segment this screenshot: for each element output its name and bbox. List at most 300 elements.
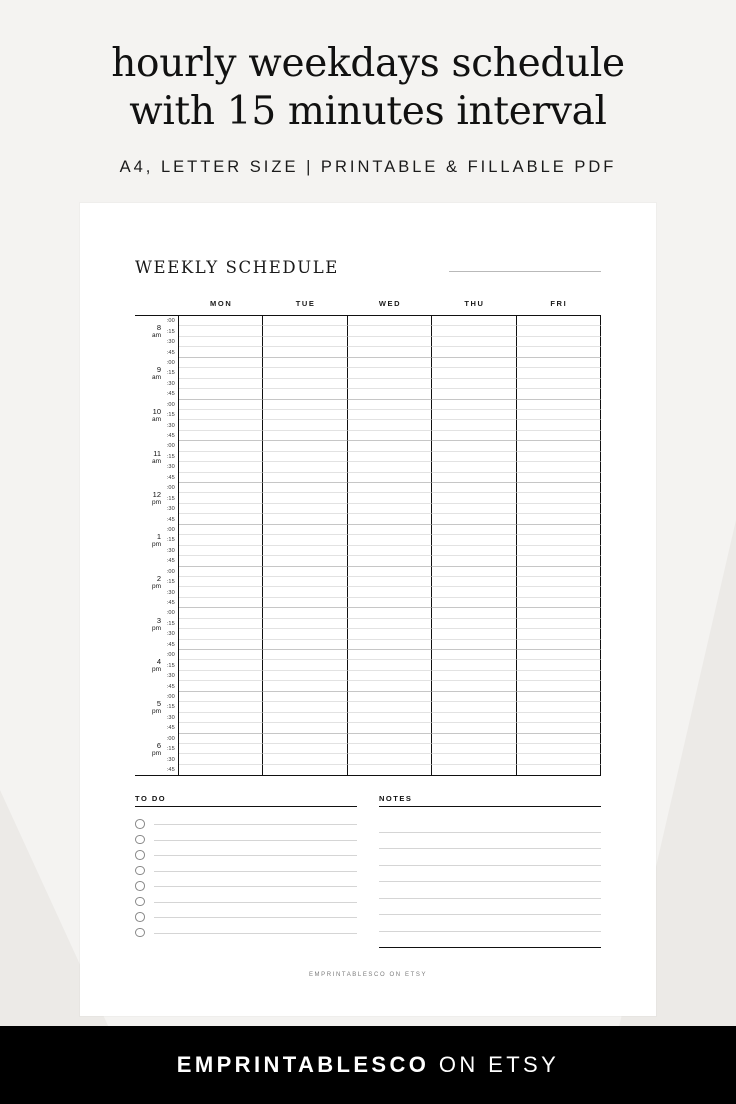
schedule-cell-thu[interactable] xyxy=(432,483,516,493)
schedule-cell-wed[interactable] xyxy=(348,765,432,775)
schedule-row-cells xyxy=(179,702,601,712)
schedule-cell-mon[interactable] xyxy=(179,514,263,524)
schedule-cell-wed[interactable] xyxy=(348,410,432,420)
schedule-cell-mon[interactable] xyxy=(179,567,263,577)
schedule-row-cells xyxy=(179,681,601,691)
schedule-cell-mon[interactable] xyxy=(179,368,263,378)
schedule-cell-wed[interactable] xyxy=(348,316,432,326)
schedule-cell-thu[interactable] xyxy=(432,400,516,410)
todo-checkbox-circle-icon[interactable] xyxy=(135,912,145,922)
schedule-cell-thu[interactable] xyxy=(432,462,516,472)
schedule-cell-mon[interactable] xyxy=(179,692,263,702)
schedule-cell-tue[interactable] xyxy=(263,347,347,357)
schedule-cell-mon[interactable] xyxy=(179,754,263,764)
schedule-cell-fri[interactable] xyxy=(517,483,601,493)
hour-number: 10 xyxy=(152,406,161,416)
schedule-cell-mon[interactable] xyxy=(179,556,263,566)
printable-sheet-preview xyxy=(80,203,656,1016)
schedule-row-cells xyxy=(179,337,601,347)
schedule-cell-wed[interactable] xyxy=(348,744,432,754)
schedule-cell-mon[interactable] xyxy=(179,389,263,399)
schedule-cell-fri[interactable] xyxy=(517,400,601,410)
schedule-cell-thu[interactable] xyxy=(432,650,516,660)
schedule-cell-thu[interactable] xyxy=(432,535,516,545)
minute-label: :45 xyxy=(166,516,175,523)
schedule-cell-fri[interactable] xyxy=(517,358,601,368)
notes-write-line[interactable] xyxy=(379,882,601,899)
schedule-cell-tue[interactable] xyxy=(263,493,347,503)
schedule-cell-mon[interactable] xyxy=(179,660,263,670)
schedule-cell-fri[interactable] xyxy=(517,379,601,389)
schedule-cell-mon[interactable] xyxy=(179,358,263,368)
schedule-cell-fri[interactable] xyxy=(517,660,601,670)
schedule-row xyxy=(135,692,601,702)
schedule-cell-wed[interactable] xyxy=(348,493,432,503)
schedule-cell-fri[interactable] xyxy=(517,452,601,462)
schedule-row xyxy=(135,734,601,744)
schedule-cell-tue[interactable] xyxy=(263,702,347,712)
schedule-cell-tue[interactable] xyxy=(263,431,347,441)
schedule-cell-fri[interactable] xyxy=(517,629,601,639)
schedule-cell-thu[interactable] xyxy=(432,546,516,556)
notes-heading: NOTES xyxy=(379,794,601,807)
schedule-cell-tue[interactable] xyxy=(263,608,347,618)
schedule-cell-wed[interactable] xyxy=(348,535,432,545)
schedule-cell-fri[interactable] xyxy=(517,389,601,399)
schedule-cell-fri[interactable] xyxy=(517,525,601,535)
schedule-cell-thu[interactable] xyxy=(432,723,516,733)
schedule-cell-thu[interactable] xyxy=(432,744,516,754)
schedule-cell-wed[interactable] xyxy=(348,567,432,577)
schedule-row xyxy=(135,546,601,556)
schedule-cell-fri[interactable] xyxy=(517,368,601,378)
schedule-cell-fri[interactable] xyxy=(517,504,601,514)
schedule-cell-wed[interactable] xyxy=(348,358,432,368)
schedule-cell-fri[interactable] xyxy=(517,587,601,597)
schedule-cell-thu[interactable] xyxy=(432,379,516,389)
schedule-cell-fri[interactable] xyxy=(517,744,601,754)
schedule-cell-wed[interactable] xyxy=(348,462,432,472)
schedule-cell-mon[interactable] xyxy=(179,525,263,535)
notes-write-line[interactable] xyxy=(379,866,601,883)
schedule-cell-fri[interactable] xyxy=(517,650,601,660)
schedule-cell-wed[interactable] xyxy=(348,504,432,514)
day-header-wed: WED xyxy=(378,299,402,308)
schedule-cell-thu[interactable] xyxy=(432,389,516,399)
schedule-cell-wed[interactable] xyxy=(348,452,432,462)
minute-label: :30 xyxy=(166,631,175,638)
schedule-cell-tue[interactable] xyxy=(263,681,347,691)
schedule-row xyxy=(135,573,601,590)
hour-number: 9 xyxy=(156,365,161,375)
schedule-cell-wed[interactable] xyxy=(348,608,432,618)
schedule-cell-wed[interactable] xyxy=(348,577,432,587)
schedule-row xyxy=(135,420,601,430)
schedule-cell-tue[interactable] xyxy=(263,567,347,577)
schedule-cell-wed[interactable] xyxy=(348,650,432,660)
schedule-cell-mon[interactable] xyxy=(179,441,263,451)
schedule-cell-thu[interactable] xyxy=(432,660,516,670)
schedule-cell-tue[interactable] xyxy=(263,671,347,681)
bottom-panels xyxy=(135,794,601,948)
schedule-row-cells xyxy=(179,608,601,618)
schedule-cell-wed[interactable] xyxy=(348,441,432,451)
schedule-cell-fri[interactable] xyxy=(517,493,601,503)
schedule-cell-wed[interactable] xyxy=(348,337,432,347)
schedule-cell-thu[interactable] xyxy=(432,629,516,639)
minute-label: :15 xyxy=(166,746,175,753)
schedule-cell-wed[interactable] xyxy=(348,389,432,399)
todo-write-line[interactable] xyxy=(154,885,358,887)
day-header-fri: FRI xyxy=(550,299,568,308)
minute-label: :45 xyxy=(166,641,175,648)
schedule-cell-wed[interactable] xyxy=(348,587,432,597)
todo-checkbox-circle-icon[interactable] xyxy=(135,866,145,876)
time-gutter-cell xyxy=(135,681,179,691)
schedule-cell-wed[interactable] xyxy=(348,379,432,389)
time-gutter-cell xyxy=(135,473,179,483)
schedule-cell-mon[interactable] xyxy=(179,462,263,472)
schedule-cell-mon[interactable] xyxy=(179,640,263,650)
schedule-cell-thu[interactable] xyxy=(432,702,516,712)
todo-write-line[interactable] xyxy=(154,823,358,825)
schedule-row-cells xyxy=(179,723,601,733)
todo-write-line[interactable] xyxy=(154,870,358,872)
schedule-cell-fri[interactable] xyxy=(517,431,601,441)
schedule-cell-tue[interactable] xyxy=(263,640,347,650)
schedule-cell-tue[interactable] xyxy=(263,420,347,430)
schedule-cell-thu[interactable] xyxy=(432,765,516,775)
schedule-cell-mon[interactable] xyxy=(179,473,263,483)
schedule-cell-tue[interactable] xyxy=(263,441,347,451)
schedule-cell-mon[interactable] xyxy=(179,493,263,503)
schedule-cell-wed[interactable] xyxy=(348,525,432,535)
schedule-cell-tue[interactable] xyxy=(263,326,347,336)
schedule-cell-tue[interactable] xyxy=(263,462,347,472)
schedule-cell-mon[interactable] xyxy=(179,504,263,514)
schedule-cell-thu[interactable] xyxy=(432,734,516,744)
schedule-cell-mon[interactable] xyxy=(179,702,263,712)
schedule-row xyxy=(135,681,601,691)
schedule-cell-fri[interactable] xyxy=(517,347,601,357)
schedule-row-cells xyxy=(179,420,601,430)
schedule-cell-wed[interactable] xyxy=(348,754,432,764)
schedule-row xyxy=(135,337,601,347)
schedule-row-cells xyxy=(179,640,601,650)
schedule-cell-fri[interactable] xyxy=(517,462,601,472)
todo-checkbox-circle-icon[interactable] xyxy=(135,881,145,891)
schedule-cell-mon[interactable] xyxy=(179,420,263,430)
schedule-cell-tue[interactable] xyxy=(263,713,347,723)
schedule-cell-mon[interactable] xyxy=(179,681,263,691)
schedule-cell-mon[interactable] xyxy=(179,400,263,410)
schedule-cell-mon[interactable] xyxy=(179,650,263,660)
schedule-cell-tue[interactable] xyxy=(263,598,347,608)
todo-write-line[interactable] xyxy=(154,854,358,856)
schedule-cell-thu[interactable] xyxy=(432,504,516,514)
schedule-cell-tue[interactable] xyxy=(263,744,347,754)
schedule-row xyxy=(135,629,601,639)
schedule-cell-fri[interactable] xyxy=(517,619,601,629)
schedule-cell-mon[interactable] xyxy=(179,546,263,556)
schedule-cell-wed[interactable] xyxy=(348,734,432,744)
todo-item xyxy=(135,925,357,941)
schedule-cell-tue[interactable] xyxy=(263,765,347,775)
schedule-cell-thu[interactable] xyxy=(432,431,516,441)
schedule-cell-mon[interactable] xyxy=(179,734,263,744)
schedule-cell-thu[interactable] xyxy=(432,587,516,597)
schedule-cell-fri[interactable] xyxy=(517,598,601,608)
schedule-cell-fri[interactable] xyxy=(517,713,601,723)
minute-label: :15 xyxy=(166,370,175,377)
hour-meridiem: am xyxy=(151,332,161,340)
schedule-cell-thu[interactable] xyxy=(432,671,516,681)
todo-write-line[interactable] xyxy=(154,916,358,918)
schedule-cell-mon[interactable] xyxy=(179,483,263,493)
schedule-cell-tue[interactable] xyxy=(263,389,347,399)
schedule-row-cells xyxy=(179,358,601,368)
schedule-cell-fri[interactable] xyxy=(517,316,601,326)
schedule-cell-fri[interactable] xyxy=(517,556,601,566)
todo-write-line[interactable] xyxy=(154,839,358,841)
time-gutter-cell xyxy=(135,406,179,423)
schedule-cell-mon[interactable] xyxy=(179,379,263,389)
schedule-cell-thu[interactable] xyxy=(432,368,516,378)
schedule-cell-thu[interactable] xyxy=(432,754,516,764)
schedule-cell-mon[interactable] xyxy=(179,629,263,639)
schedule-cell-tue[interactable] xyxy=(263,358,347,368)
schedule-cell-mon[interactable] xyxy=(179,535,263,545)
schedule-cell-mon[interactable] xyxy=(179,723,263,733)
schedule-cell-fri[interactable] xyxy=(517,608,601,618)
schedule-cell-wed[interactable] xyxy=(348,400,432,410)
schedule-cell-fri[interactable] xyxy=(517,567,601,577)
schedule-cell-fri[interactable] xyxy=(517,577,601,587)
schedule-cell-thu[interactable] xyxy=(432,441,516,451)
todo-checkbox-circle-icon[interactable] xyxy=(135,928,145,938)
schedule-cell-wed[interactable] xyxy=(348,556,432,566)
time-gutter-cell xyxy=(135,699,179,716)
schedule-cell-wed[interactable] xyxy=(348,483,432,493)
schedule-cell-mon[interactable] xyxy=(179,347,263,357)
todo-checkbox-circle-icon[interactable] xyxy=(135,835,145,845)
schedule-cell-mon[interactable] xyxy=(179,713,263,723)
schedule-cell-thu[interactable] xyxy=(432,316,516,326)
schedule-cell-tue[interactable] xyxy=(263,754,347,764)
schedule-cell-thu[interactable] xyxy=(432,567,516,577)
schedule-cell-tue[interactable] xyxy=(263,452,347,462)
schedule-cell-fri[interactable] xyxy=(517,410,601,420)
schedule-cell-tue[interactable] xyxy=(263,587,347,597)
schedule-cell-wed[interactable] xyxy=(348,629,432,639)
schedule-cell-fri[interactable] xyxy=(517,640,601,650)
schedule-cell-mon[interactable] xyxy=(179,326,263,336)
schedule-cell-thu[interactable] xyxy=(432,337,516,347)
schedule-cell-wed[interactable] xyxy=(348,619,432,629)
schedule-cell-wed[interactable] xyxy=(348,660,432,670)
schedule-cell-mon[interactable] xyxy=(179,431,263,441)
schedule-cell-thu[interactable] xyxy=(432,347,516,357)
schedule-cell-mon[interactable] xyxy=(179,619,263,629)
schedule-cell-tue[interactable] xyxy=(263,692,347,702)
schedule-cell-fri[interactable] xyxy=(517,326,601,336)
minute-label: :45 xyxy=(166,767,175,774)
schedule-cell-wed[interactable] xyxy=(348,723,432,733)
schedule-cell-wed[interactable] xyxy=(348,431,432,441)
schedule-cell-tue[interactable] xyxy=(263,525,347,535)
todo-checkbox-circle-icon[interactable] xyxy=(135,850,145,860)
sheet-content xyxy=(135,243,601,948)
schedule-cell-mon[interactable] xyxy=(179,608,263,618)
notes-write-line[interactable] xyxy=(379,816,601,833)
schedule-cell-fri[interactable] xyxy=(517,765,601,775)
schedule-cell-tue[interactable] xyxy=(263,619,347,629)
schedule-cell-thu[interactable] xyxy=(432,577,516,587)
schedule-cell-thu[interactable] xyxy=(432,326,516,336)
schedule-cell-tue[interactable] xyxy=(263,514,347,524)
schedule-cell-wed[interactable] xyxy=(348,326,432,336)
schedule-cell-wed[interactable] xyxy=(348,473,432,483)
schedule-cell-thu[interactable] xyxy=(432,525,516,535)
schedule-cell-thu[interactable] xyxy=(432,420,516,430)
schedule-cell-wed[interactable] xyxy=(348,420,432,430)
hour-number: 1 xyxy=(156,532,161,542)
schedule-cell-thu[interactable] xyxy=(432,358,516,368)
minute-label: :00 xyxy=(166,443,175,450)
schedule-cell-wed[interactable] xyxy=(348,681,432,691)
schedule-cell-thu[interactable] xyxy=(432,452,516,462)
todo-item xyxy=(135,878,357,894)
schedule-cell-wed[interactable] xyxy=(348,514,432,524)
schedule-cell-fri[interactable] xyxy=(517,692,601,702)
schedule-cell-tue[interactable] xyxy=(263,650,347,660)
schedule-cell-wed[interactable] xyxy=(348,347,432,357)
schedule-cell-fri[interactable] xyxy=(517,514,601,524)
todo-item xyxy=(135,909,357,925)
schedule-cell-mon[interactable] xyxy=(179,316,263,326)
schedule-cell-thu[interactable] xyxy=(432,473,516,483)
schedule-cell-tue[interactable] xyxy=(263,400,347,410)
schedule-cell-thu[interactable] xyxy=(432,410,516,420)
schedule-cell-wed[interactable] xyxy=(348,368,432,378)
schedule-cell-thu[interactable] xyxy=(432,514,516,524)
schedule-cell-tue[interactable] xyxy=(263,734,347,744)
schedule-cell-tue[interactable] xyxy=(263,556,347,566)
schedule-cell-thu[interactable] xyxy=(432,619,516,629)
schedule-cell-mon[interactable] xyxy=(179,598,263,608)
schedule-cell-thu[interactable] xyxy=(432,598,516,608)
schedule-cell-thu[interactable] xyxy=(432,608,516,618)
minute-label: :30 xyxy=(166,673,175,680)
schedule-cell-wed[interactable] xyxy=(348,713,432,723)
schedule-cell-tue[interactable] xyxy=(263,723,347,733)
schedule-cell-fri[interactable] xyxy=(517,337,601,347)
schedule-cell-fri[interactable] xyxy=(517,702,601,712)
schedule-cell-tue[interactable] xyxy=(263,577,347,587)
notes-write-line[interactable] xyxy=(379,849,601,866)
schedule-cell-thu[interactable] xyxy=(432,556,516,566)
schedule-cell-mon[interactable] xyxy=(179,410,263,420)
time-gutter-cell xyxy=(135,587,179,597)
notes-panel xyxy=(379,794,601,948)
schedule-cell-mon[interactable] xyxy=(179,587,263,597)
schedule-cell-wed[interactable] xyxy=(348,640,432,650)
schedule-cell-tue[interactable] xyxy=(263,379,347,389)
minute-label: :30 xyxy=(166,714,175,721)
schedule-cell-fri[interactable] xyxy=(517,681,601,691)
schedule-cell-fri[interactable] xyxy=(517,441,601,451)
schedule-cell-tue[interactable] xyxy=(263,535,347,545)
schedule-cell-mon[interactable] xyxy=(179,452,263,462)
minute-label: :15 xyxy=(166,537,175,544)
schedule-cell-tue[interactable] xyxy=(263,316,347,326)
hour-number: 8 xyxy=(156,323,161,333)
schedule-row xyxy=(135,754,601,764)
schedule-cell-thu[interactable] xyxy=(432,713,516,723)
time-gutter-cell xyxy=(135,723,179,733)
schedule-cell-tue[interactable] xyxy=(263,368,347,378)
schedule-row xyxy=(135,598,601,608)
todo-checkbox-circle-icon[interactable] xyxy=(135,897,145,907)
schedule-cell-mon[interactable] xyxy=(179,337,263,347)
schedule-cell-tue[interactable] xyxy=(263,473,347,483)
schedule-cell-thu[interactable] xyxy=(432,493,516,503)
schedule-cell-fri[interactable] xyxy=(517,535,601,545)
schedule-row-cells xyxy=(179,379,601,389)
schedule-cell-fri[interactable] xyxy=(517,473,601,483)
schedule-cell-fri[interactable] xyxy=(517,754,601,764)
schedule-cell-mon[interactable] xyxy=(179,671,263,681)
todo-heading: TO DO xyxy=(135,794,357,807)
hour-number: 11 xyxy=(153,448,161,458)
schedule-row xyxy=(135,358,601,368)
schedule-cell-wed[interactable] xyxy=(348,671,432,681)
schedule-cell-tue[interactable] xyxy=(263,546,347,556)
schedule-cell-mon[interactable] xyxy=(179,577,263,587)
schedule-cell-tue[interactable] xyxy=(263,483,347,493)
schedule-cell-thu[interactable] xyxy=(432,640,516,650)
schedule-cell-wed[interactable] xyxy=(348,546,432,556)
notes-write-line[interactable] xyxy=(379,833,601,850)
schedule-cell-thu[interactable] xyxy=(432,681,516,691)
notes-write-line[interactable] xyxy=(379,932,601,949)
schedule-cell-thu[interactable] xyxy=(432,692,516,702)
hour-meridiem: pm xyxy=(151,582,161,590)
time-gutter-cell xyxy=(135,532,179,549)
schedule-cell-tue[interactable] xyxy=(263,337,347,347)
schedule-cell-wed[interactable] xyxy=(348,692,432,702)
schedule-cell-tue[interactable] xyxy=(263,629,347,639)
schedule-cell-wed[interactable] xyxy=(348,598,432,608)
todo-write-line[interactable] xyxy=(154,932,358,934)
schedule-cell-fri[interactable] xyxy=(517,723,601,733)
schedule-cell-fri[interactable] xyxy=(517,671,601,681)
schedule-cell-fri[interactable] xyxy=(517,734,601,744)
notes-write-line[interactable] xyxy=(379,915,601,932)
schedule-cell-tue[interactable] xyxy=(263,660,347,670)
schedule-cell-tue[interactable] xyxy=(263,504,347,514)
todo-checkbox-circle-icon[interactable] xyxy=(135,819,145,829)
schedule-cell-wed[interactable] xyxy=(348,702,432,712)
schedule-cell-mon[interactable] xyxy=(179,744,263,754)
schedule-cell-fri[interactable] xyxy=(517,546,601,556)
schedule-cell-mon[interactable] xyxy=(179,765,263,775)
notes-write-line[interactable] xyxy=(379,899,601,916)
schedule-cell-fri[interactable] xyxy=(517,420,601,430)
schedule-row xyxy=(135,389,601,399)
todo-write-line[interactable] xyxy=(154,901,358,903)
schedule-cell-tue[interactable] xyxy=(263,410,347,420)
